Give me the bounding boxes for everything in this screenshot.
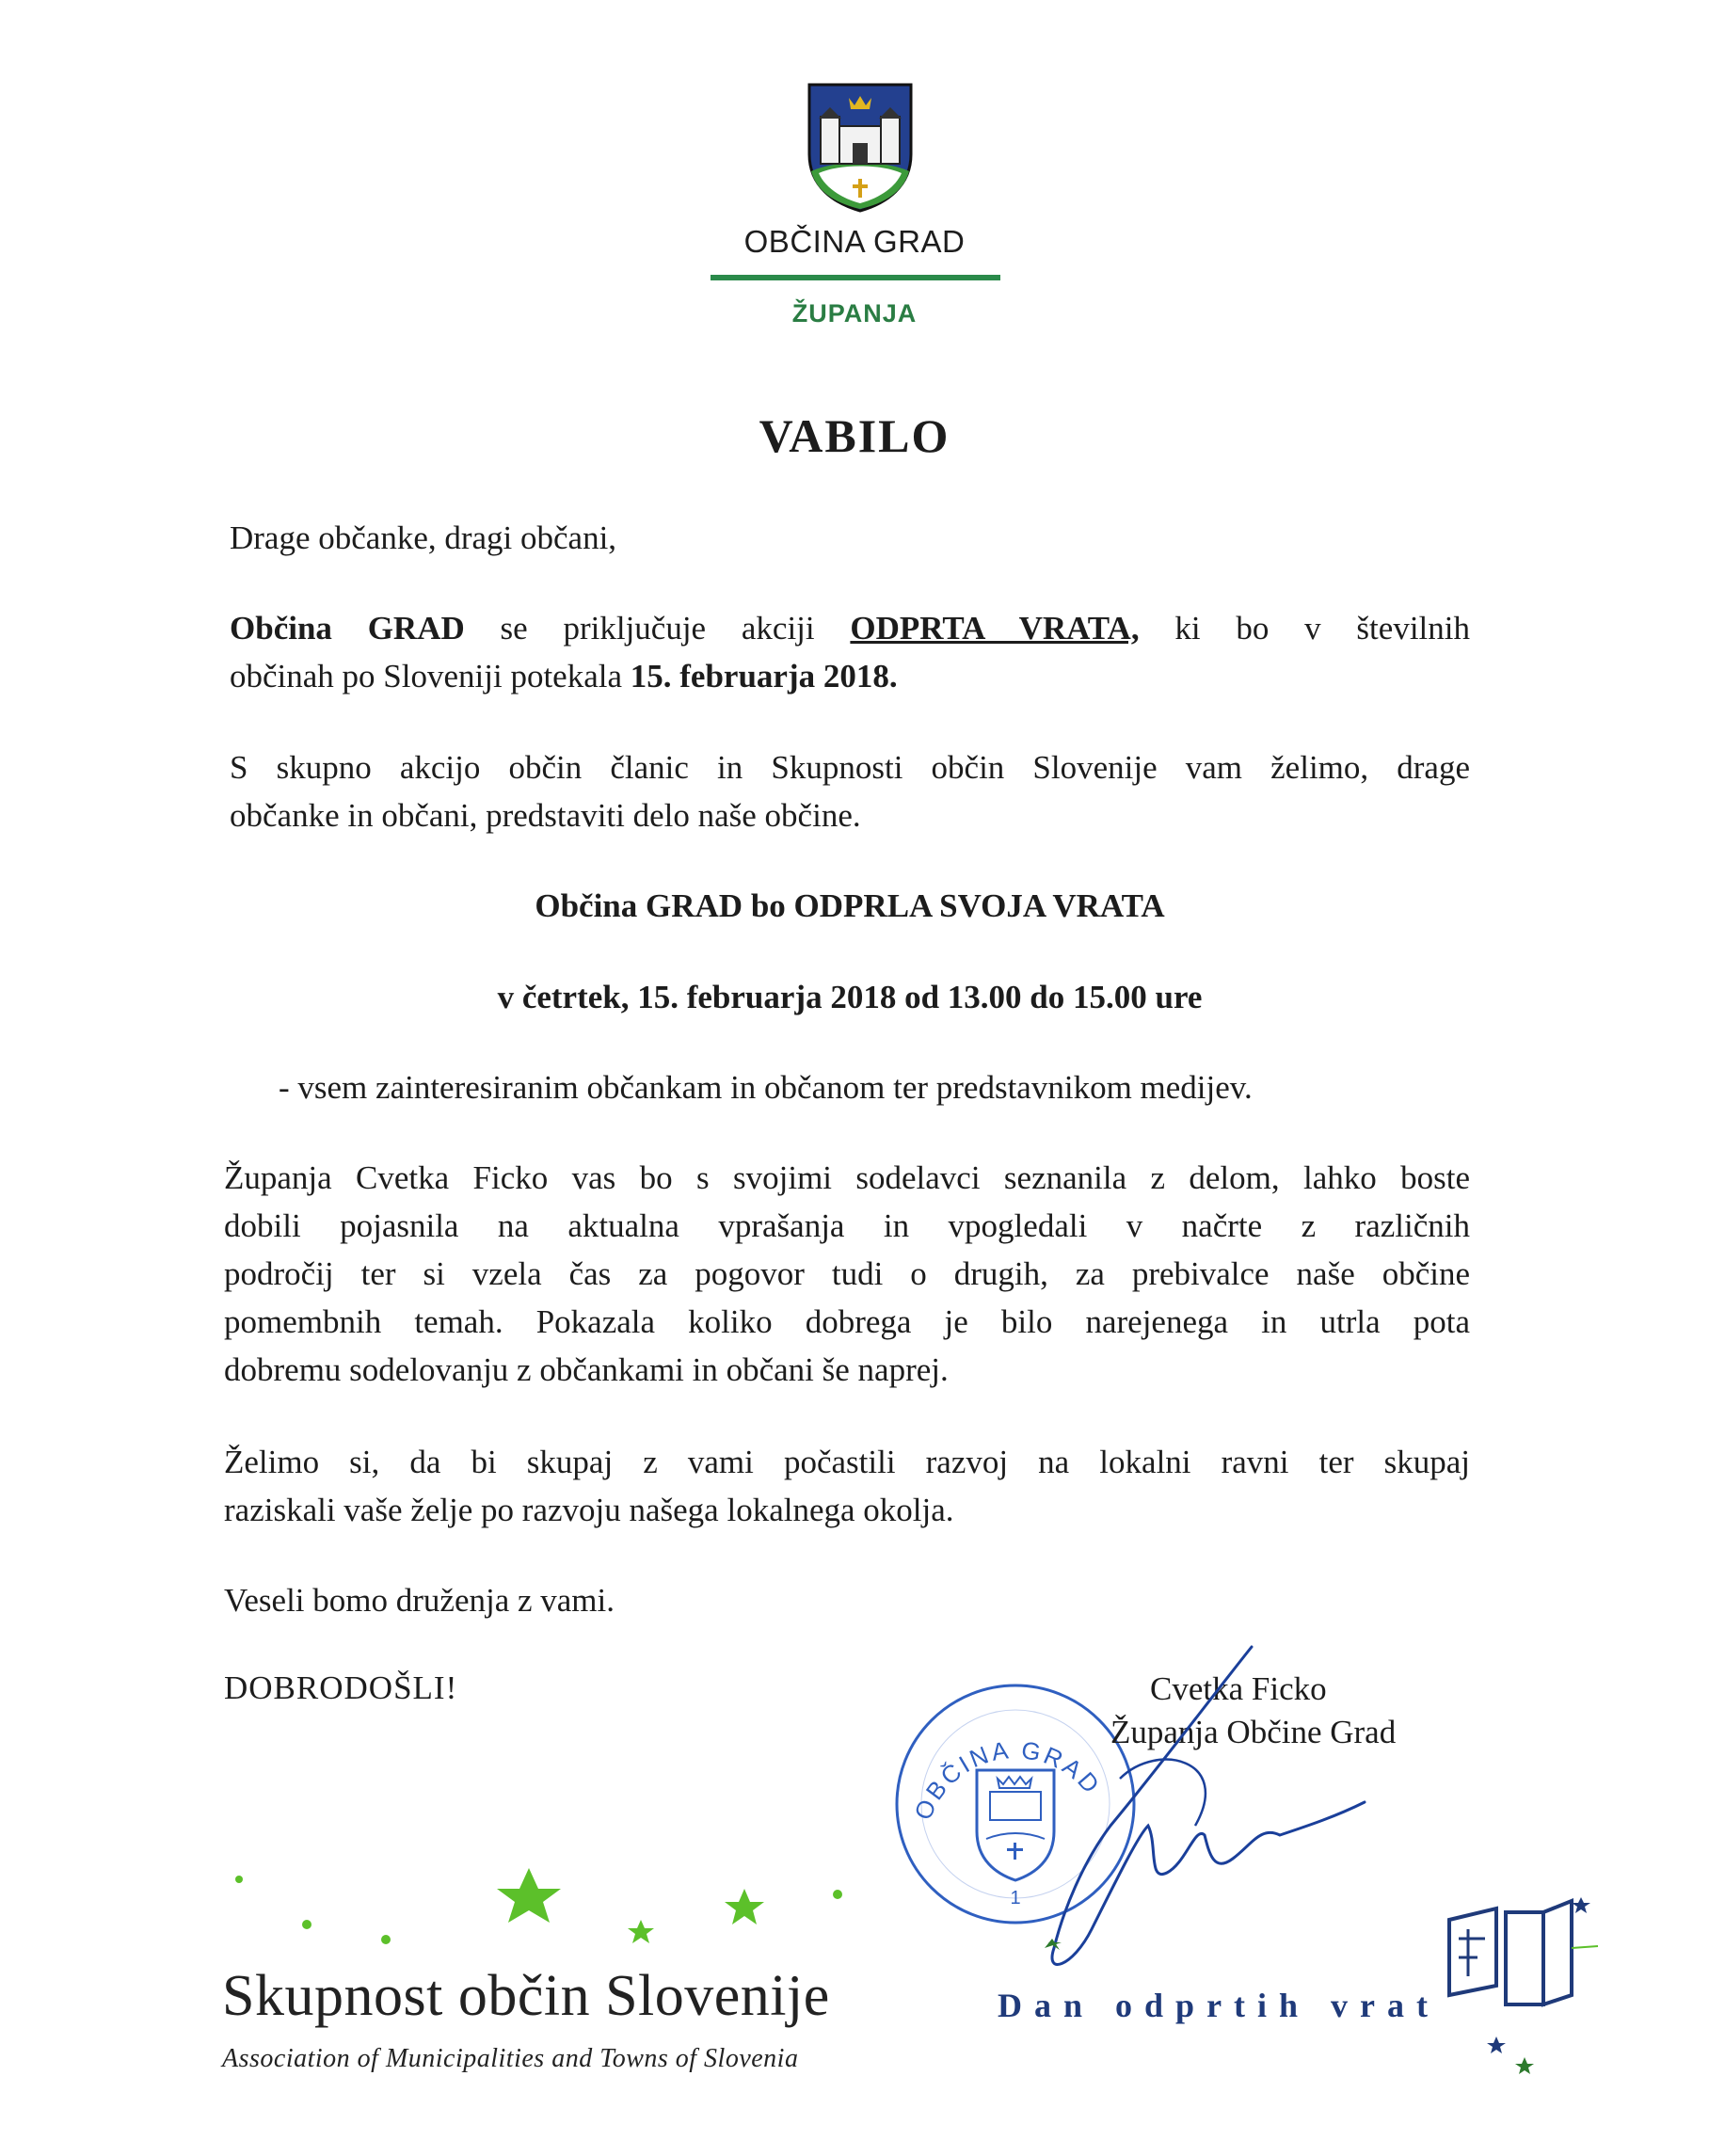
announcement-line1: Občina GRAD bo ODPRLA SVOJA VRATA <box>535 887 1165 924</box>
svg-text:1: 1 <box>1010 1888 1021 1908</box>
announcement-audience: - vsem zainteresiranim občankam in občanom ter predstavnikom medijev. <box>279 1069 1253 1106</box>
paragraph-details: Županja Cvetka Ficko vas bo s svojimi sodelavci seznanila z delom, lahko boste dobili pojasnila na aktualna vprašanja in vpogledali v načrte z različnih področij ter si vzela čas za pogovor tudi o drugih, za prebivalce naše občine pomembnih temah. Pokazala koliko dobrega je bilo narejenega in utrla pota dobremu sodelovanju z občankami in občani še naprej. <box>224 1159 1470 1388</box>
association-name-english: Association of Municipalities and Towns of Slovenia <box>222 2044 799 2073</box>
svg-text:OBČINA GRAD: OBČINA GRAD <box>908 1735 1108 1825</box>
signatory-name: Cvetka Ficko <box>1150 1670 1327 1707</box>
signatory-role: Županja Občine Grad <box>1110 1714 1397 1750</box>
municipality-place: ŽUPANJA <box>791 299 918 327</box>
municipality-name: OBČINA GRAD <box>743 224 966 259</box>
closing-line: Veseli bomo druženja z vami. <box>224 1582 615 1619</box>
handwritten-signature <box>1007 1637 1402 1995</box>
event-name: Dan odprtih vrat <box>998 1987 1441 2024</box>
open-door-logo <box>1440 1892 1600 2052</box>
paragraph-wishes: Želimo si, da bi skupaj z vami počastili razvoj na lokalni ravni ter skupaj raziskali vaše želje po razvoju našega lokalnega okolja. <box>224 1444 1470 1528</box>
association-name: Skupnost občin Slovenije <box>222 1964 830 2028</box>
announcement-date: v četrtek, 15. februarja 2018 od 13.00 do 15.00 ure <box>497 979 1203 1015</box>
decorative-stars-small <box>1487 2033 1562 2089</box>
paragraph-intro: Občina GRAD se priključuje akciji ODPRTA VRATA, ki bo v številnih občinah po Sloveniji potekala 15. februarja 2018. <box>230 610 1470 695</box>
greeting: Drage občanke, dragi občani, <box>230 519 617 556</box>
welcome-text: DOBRODOŠLI! <box>224 1669 458 1706</box>
document-title: VABILO <box>759 409 950 462</box>
decorative-stars <box>226 1868 866 1962</box>
header-divider <box>711 275 1000 280</box>
municipality-crest <box>806 81 915 213</box>
paragraph-purpose: S skupno akcijo občin članic in Skupnosti občin Slovenije vam želimo, drage občanke in občani, predstaviti delo naše občine. <box>230 749 1470 834</box>
